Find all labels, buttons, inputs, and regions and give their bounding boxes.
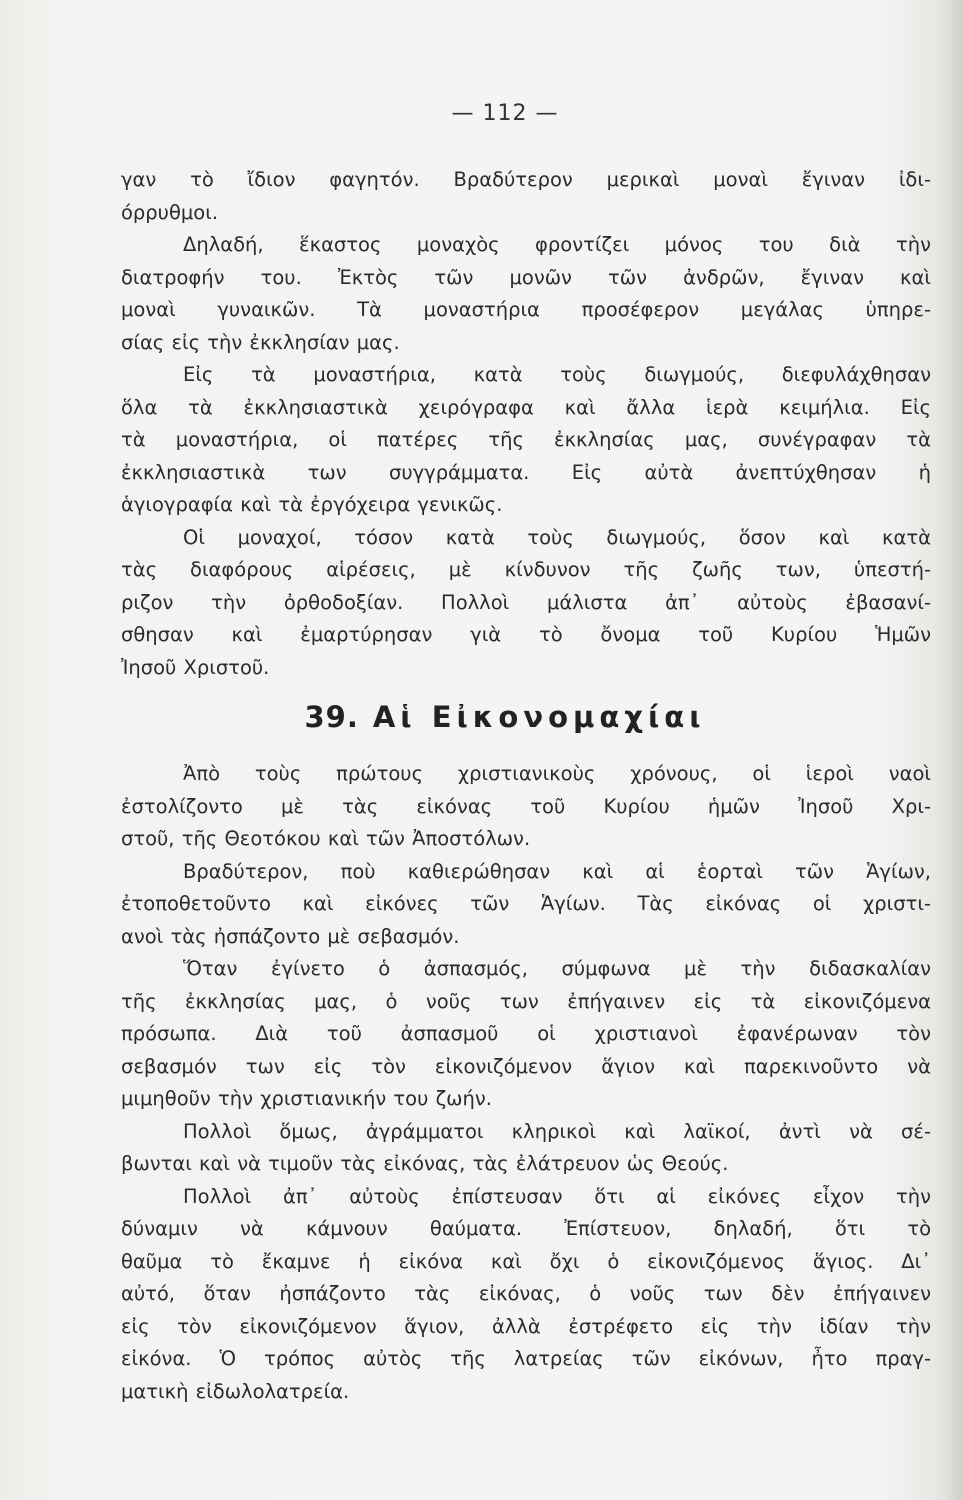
text-line: τὰ μοναστήρια, οἱ πατέρες τῆς ἐκκλησίας μας, συνέγραφαν τὰ (121, 428, 931, 451)
text-line: σίας εἰς τὴν ἐκκλησίαν μας. (121, 330, 400, 354)
paragraph (121, 164, 931, 229)
text-line: δύναμιν νὰ κάμνουν θαύματα. Ἐπίστευον, δηλαδή, ὅτι τὸ (121, 1217, 931, 1240)
text-line: ανοὶ τὰς ἠσπάζοντο μὲ σεβασμόν. (121, 924, 460, 948)
paragraph (121, 359, 931, 522)
text-line: Πολλοὶ ἀπ᾽ αὐτοὺς ἐπίστευσαν ὅτι αἱ εἰκόνες εἶχον τὴν (183, 1184, 931, 1208)
text-line: σεβασμόν των εἰς τὸν εἰκονιζόμενον ἅγιον καὶ παρεκινοῦντο νὰ (121, 1054, 931, 1078)
paragraph (121, 1181, 931, 1409)
section-number: 39. (304, 700, 359, 734)
page-number: — 112 — (451, 101, 559, 126)
section-heading (0, 700, 963, 734)
text-line: Ἰησοῦ Χριστοῦ. (121, 655, 270, 679)
text-line: Ἀπὸ τοὺς πρώτους χριστιανικοὺς χρόνους, οἱ ἱεροὶ ναοὶ (183, 762, 931, 785)
text-line: ἐτοποθετοῦντο καὶ εἰκόνες τῶν Ἁγίων. Τὰς εἰκόνας οἱ χριστι- (121, 892, 931, 915)
text-line: εἰς τὸν εἰκονιζόμενον ἅγιον, ἀλλὰ ἐστρέφετο εἰς τὴν ἰδίαν τὴν (121, 1314, 931, 1338)
text-line: βωνται καὶ νὰ τιμοῦν τὰς εἰκόνας, τὰς ἐλάτρευον ὡς Θεούς. (121, 1152, 729, 1175)
text-line: ἐκκλησιαστικὰ των συγγράμματα. Εἰς αὐτὰ ἀνεπτύχθησαν ἡ (121, 460, 931, 484)
text-after-section (121, 758, 931, 1408)
text-line: Οἱ μοναχοί, τόσον κατὰ τοὺς διωγμούς, ὅσον καὶ κατὰ (183, 525, 931, 549)
text-line: ματικὴ εἰδωλολατρεία. (121, 1379, 350, 1403)
text-line: Εἰς τὰ μοναστήρια, κατὰ τοὺς διωγμούς, διεφυλάχθησαν (183, 363, 931, 386)
text-line: Βραδύτερον, ποὺ καθιερώθησαν καὶ αἱ ἑορταὶ τῶν Ἁγίων, (183, 859, 931, 883)
paragraph (121, 758, 931, 856)
text-line: όρρυθμοι. (121, 200, 219, 224)
text-line: τῆς ἐκκλησίας μας, ὁ νοῦς των ἐπήγαινεν εἰς τὰ εἰκονιζόμενα (121, 989, 931, 1013)
text-line: πρόσωπα. Διὰ τοῦ ἀσπασμοῦ οἱ χριστιανοὶ ἐφανέρωναν τὸν (121, 1022, 931, 1045)
text-line: ἁγιογραφία καὶ τὰ ἐργόχειρα γενικῶς. (121, 493, 503, 516)
text-line: ἐστολίζοντο μὲ τὰς εἰκόνας τοῦ Κυρίου ἡμῶν Ἰησοῦ Χρι- (121, 794, 931, 818)
text-line: εἰκόνα. Ὁ τρόπος αὐτὸς τῆς λατρείας τῶν εἰκόνων, ἦτο πραγ- (121, 1347, 931, 1370)
text-line: μοναὶ γυναικῶν. Τὰ μοναστήρια προσέφερον μεγάλας ὑπηρε- (121, 298, 931, 321)
paragraph (121, 1116, 931, 1181)
section-title: Αἱ Εἰκονομαχίαι (372, 700, 706, 734)
text-line: τὰς διαφόρους αἱρέσεις, μὲ κίνδυνον τῆς ζωῆς των, ὑπεστή- (121, 558, 931, 581)
text-line: σθησαν καὶ ἐμαρτύρησαν γιὰ τὸ ὄνομα τοῦ Κυρίου Ἡμῶν (121, 623, 931, 646)
text-line: ριζον τὴν ὀρθοδοξίαν. Πολλοὶ μάλιστα ἀπ᾽ αὐτοὺς ἐβασανί- (121, 590, 931, 614)
paragraph (121, 522, 931, 685)
text-line: Ὅταν ἐγίνετο ὁ ἀσπασμός, σύμφωνα μὲ τὴν διδασκαλίαν (183, 957, 931, 980)
text-line: Πολλοὶ ὅμως, ἀγράμματοι κληρικοὶ καὶ λαϊκοί, ἀντὶ νὰ σέ- (183, 1119, 931, 1143)
text-line: ὅλα τὰ ἐκκλησιαστικὰ χειρόγραφα καὶ ἄλλα ἱερὰ κειμήλια. Εἰς (121, 395, 931, 419)
text-line: στοῦ, τῆς Θεοτόκου καὶ τῶν Ἀποστόλων. (121, 827, 531, 850)
paragraph (121, 953, 931, 1116)
paragraph (121, 229, 931, 359)
text-line: διατροφήν του. Ἐκτὸς τῶν μονῶν τῶν ἀνδρῶν, ἔγιναν καὶ (121, 265, 931, 289)
text-line: αὐτό, ὅταν ἠσπάζοντο τὰς εἰκόνας, ὁ νοῦς των δὲν ἐπήγαινεν (121, 1282, 931, 1305)
paragraph (121, 856, 931, 954)
text-line: μιμηθοῦν τὴν χριστιανικήν του ζωήν. (121, 1087, 492, 1110)
text-before-section (121, 164, 931, 684)
text-line: γαν τὸ ἴδιον φαγητόν. Βραδύτερον μερικαὶ μοναὶ ἔγιναν ἰδι- (121, 168, 931, 191)
text-line: Δηλαδή, ἕκαστος μοναχὸς φροντίζει μόνος του διὰ τὴν (183, 233, 931, 256)
text-line: θαῦμα τὸ ἔκαμνε ἡ εἰκόνα καὶ ὄχι ὁ εἰκονιζόμενος ἅγιος. Δι᾽ (121, 1249, 931, 1273)
